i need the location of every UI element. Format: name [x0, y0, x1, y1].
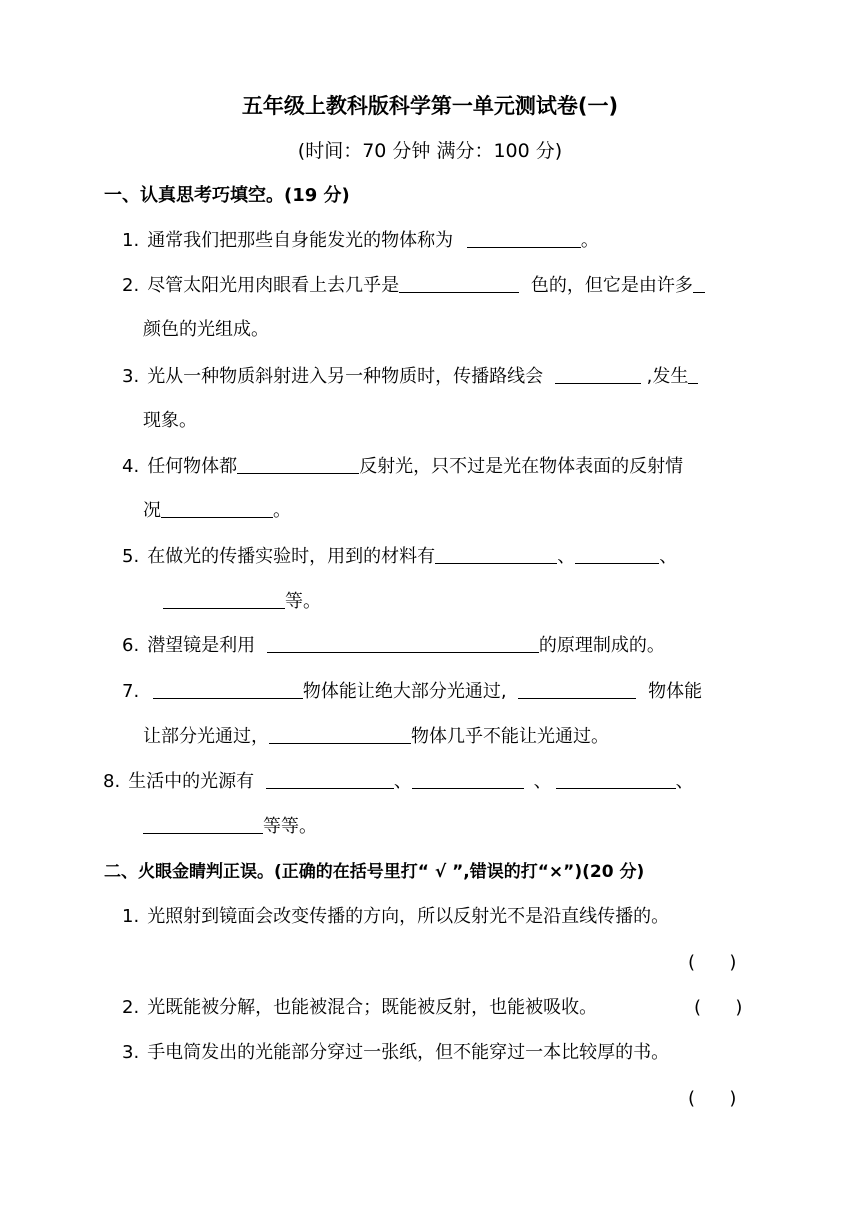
- answer-blank[interactable]: [161, 499, 273, 518]
- question-number: 2.: [122, 997, 140, 1018]
- question-number: 1.: [122, 906, 140, 927]
- answer-parentheses[interactable]: ( ): [688, 1088, 737, 1109]
- question-text: 。: [273, 500, 291, 521]
- question-number: 6.: [122, 635, 140, 656]
- question-text: 光照射到镜面会改变传播的方向，所以反射光不是沿直线传播的。: [147, 906, 670, 927]
- question-text: 等等。: [263, 816, 317, 837]
- section-1-heading: 一、认真思考巧填空。(19 分): [104, 185, 350, 206]
- question-1-8-cont: [143, 815, 317, 839]
- answer-blank[interactable]: [575, 545, 659, 564]
- question-text: 况: [143, 500, 161, 521]
- question-number: 3.: [122, 366, 140, 387]
- question-number: 8.: [103, 771, 121, 792]
- question-number: 5.: [122, 546, 140, 567]
- question-text: 、: [533, 771, 552, 792]
- question-text: 手电筒发出的光能部分穿过一张纸，但不能穿过一本比较厚的书。: [147, 1042, 670, 1063]
- question-1-3-cont: 现象。: [143, 410, 197, 431]
- question-text: 物体几乎不能让光通过。: [411, 726, 609, 747]
- answer-blank[interactable]: [412, 770, 524, 789]
- question-text: 。: [580, 230, 599, 251]
- question-text: 色的，但它是由许多: [530, 275, 693, 296]
- answer-blank[interactable]: [153, 680, 303, 699]
- question-text: 物体能: [648, 681, 703, 702]
- section-2-heading: 二、火眼金睛判正误。(正确的在括号里打“ √ ”,错误的打“×”)(20 分): [104, 862, 645, 882]
- question-number: 7.: [122, 681, 140, 702]
- question-text: 、: [675, 771, 694, 792]
- question-1-7-cont: [143, 725, 609, 749]
- answer-blank[interactable]: [467, 229, 581, 248]
- question-number: 1.: [122, 230, 140, 251]
- question-text: 等。: [285, 591, 321, 612]
- answer-blank[interactable]: [435, 545, 557, 564]
- question-number: 4.: [122, 456, 140, 477]
- answer-blank[interactable]: [237, 455, 359, 474]
- answer-parentheses[interactable]: ( ): [694, 997, 743, 1018]
- question-text: 的原理制成的。: [538, 635, 665, 656]
- question-1-5: [122, 545, 677, 569]
- question-1-6: [122, 634, 665, 658]
- page-subtitle: (时间：70 分钟 满分：100 分): [297, 140, 563, 162]
- question-text: 光既能被分解，也能被混合；既能被反射，也能被吸收。: [147, 997, 598, 1018]
- answer-blank[interactable]: [518, 680, 636, 699]
- question-text: 让部分光通过，: [143, 726, 269, 747]
- answer-blank[interactable]: [688, 365, 698, 384]
- question-text: 任何物体都: [147, 456, 238, 477]
- question-1-5-cont: [163, 590, 321, 614]
- question-number: 3.: [122, 1042, 140, 1063]
- question-text: 物体能让绝大部分光通过,: [302, 681, 507, 702]
- question-text: ,发生: [646, 366, 689, 387]
- answer-blank[interactable]: [555, 365, 641, 384]
- question-text: 通常我们把那些自身能发光的物体称为: [147, 230, 454, 251]
- question-1-3: [122, 365, 698, 389]
- question-1-2-cont: 颜色的光组成。: [143, 319, 269, 340]
- answer-blank[interactable]: [143, 815, 263, 834]
- question-text: 在做光的传播实验时，用到的材料有: [147, 546, 436, 567]
- question-text: 、: [659, 546, 678, 567]
- question-text: 、: [557, 546, 576, 567]
- question-text: 尽管太阳光用肉眼看上去几乎是: [147, 275, 400, 296]
- question-2-2: [122, 996, 597, 1020]
- question-number: 2.: [122, 275, 140, 296]
- question-text: 光从一种物质斜射进入另一种物质时，传播路线会: [147, 366, 544, 387]
- question-text: 反射光，只不过是光在物体表面的反射情: [359, 456, 684, 477]
- question-1-4-cont: [143, 499, 291, 523]
- answer-blank[interactable]: [693, 274, 705, 293]
- question-text: 潜望镜是利用: [147, 635, 256, 656]
- page-title: 五年级上教科版科学第一单元测试卷(一): [241, 94, 619, 118]
- question-2-1: [122, 905, 669, 929]
- answer-parentheses[interactable]: ( ): [688, 952, 737, 973]
- answer-blank[interactable]: [163, 590, 285, 609]
- question-1-4: [122, 455, 683, 479]
- question-1-2: [122, 274, 705, 298]
- answer-blank[interactable]: [556, 770, 676, 789]
- answer-blank[interactable]: [399, 274, 519, 293]
- question-text: 生活中的光源有: [128, 771, 255, 792]
- question-text: 、: [393, 771, 412, 792]
- question-1-8: [103, 770, 694, 794]
- question-2-3: [122, 1041, 669, 1065]
- question-1-1: [122, 229, 599, 253]
- answer-blank[interactable]: [267, 634, 539, 653]
- question-1-7: [122, 680, 702, 704]
- answer-blank[interactable]: [269, 725, 411, 744]
- answer-blank[interactable]: [266, 770, 394, 789]
